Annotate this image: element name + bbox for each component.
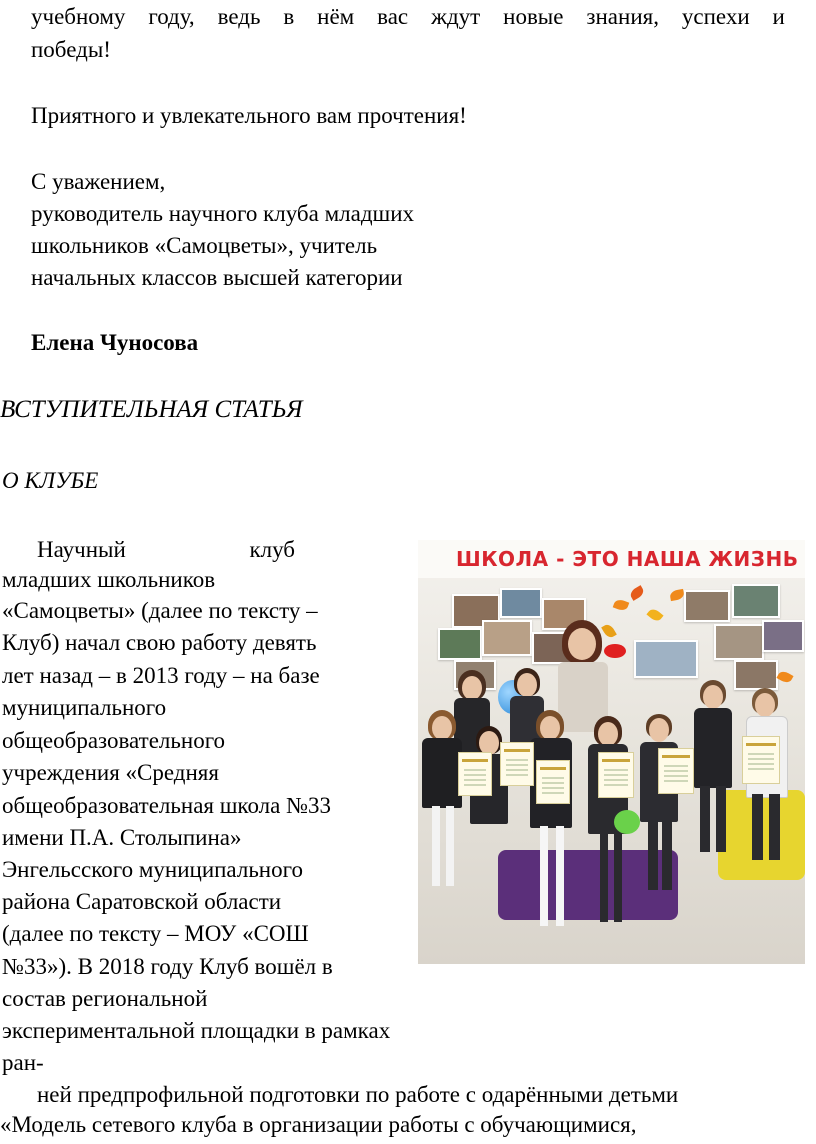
intro-word: году, (148, 4, 195, 29)
autumn-leaf (628, 585, 645, 601)
collage-photo (762, 620, 804, 652)
article-line: лет назад – в 2013 году – на базе (2, 663, 320, 688)
article-line: района Саратовской области (2, 889, 282, 914)
article-line: муниципального (2, 695, 167, 720)
autumn-leaf (601, 622, 617, 639)
signature-role-line: школьников «Самоцветы», учитель (31, 233, 378, 258)
collage-photo (732, 584, 780, 618)
collage-photo (714, 624, 764, 660)
intro-closing-line: Приятного и увлекательного вам прочтения! (31, 103, 467, 128)
article-line: Энгельсского муниципального (2, 857, 303, 882)
intro-word: учебному (31, 4, 126, 29)
signature-role-line: руководитель научного клуба младших (31, 201, 415, 226)
certificate (598, 752, 634, 798)
article-word: Научный (37, 537, 126, 562)
article-line: экспериментальной площадки в рамках (2, 1018, 391, 1043)
autumn-leaf (646, 607, 663, 624)
article-line: младших школьников (2, 567, 216, 592)
article-line: (далее по тексту – МОУ «СОШ (2, 921, 309, 946)
autumn-leaf (669, 589, 685, 601)
intro-line-2: победы! (31, 37, 111, 62)
article-continuation: «Модель сетевого клуба в организации работы с обучающимися, (0, 1112, 637, 1137)
certificate (458, 752, 492, 796)
article-line: №33»). В 2018 году Клуб вошёл в (2, 954, 333, 979)
certificate (742, 736, 780, 784)
collage-photo (684, 590, 730, 622)
signature-role-line: начальных классов высшей категории (31, 265, 403, 290)
certificate (500, 742, 534, 786)
intro-word: нём (317, 4, 355, 29)
article-line: ран- (2, 1050, 44, 1075)
photo-banner (418, 540, 805, 578)
intro-word: ведь (217, 4, 261, 29)
children-group (418, 660, 805, 964)
signature-greeting: С уважением, (31, 169, 166, 194)
club-photo (418, 540, 805, 964)
photo-banner-text: ШКОЛА - ЭТО НАША ЖИЗНЬ (456, 547, 799, 571)
intro-word: новые (503, 4, 564, 29)
autumn-leaf (613, 598, 630, 612)
article-line: учреждения «Средняя (2, 760, 219, 785)
article-line: состав региональной (2, 986, 208, 1011)
article-word: клуб (249, 537, 295, 562)
signature-name: Елена Чуносова (31, 330, 199, 355)
certificate (658, 748, 694, 794)
intro-word: и (772, 4, 785, 29)
article-line: общеобразовательная школа №33 (2, 793, 332, 818)
article-continuation: ней предпрофильной подготовки по работе с одарёнными детьми (37, 1082, 679, 1107)
article-line: Клуб) начал свою работу девять (2, 630, 317, 655)
collage-photo (500, 588, 542, 618)
green-octopus-toy (614, 810, 640, 834)
intro-word: ждут (431, 4, 481, 29)
intro-word: вас (377, 4, 409, 29)
article-first-line (37, 537, 295, 563)
red-bow (604, 644, 626, 658)
intro-word: в (283, 4, 295, 29)
section-heading: ВСТУПИТЕЛЬНАЯ СТАТЬЯ (0, 396, 303, 423)
article-line: общеобразовательного (2, 728, 226, 753)
article-line: имени П.А. Столыпина» (2, 825, 242, 850)
intro-word: успехи (681, 4, 750, 29)
intro-word: знания, (586, 4, 659, 29)
collage-photo (482, 620, 532, 656)
collage-photo (438, 628, 482, 660)
section-subheading: О КЛУБЕ (2, 468, 99, 493)
article-line: «Самоцветы» (далее по тексту – (2, 598, 318, 623)
intro-line-1 (31, 4, 785, 30)
certificate (536, 760, 570, 804)
